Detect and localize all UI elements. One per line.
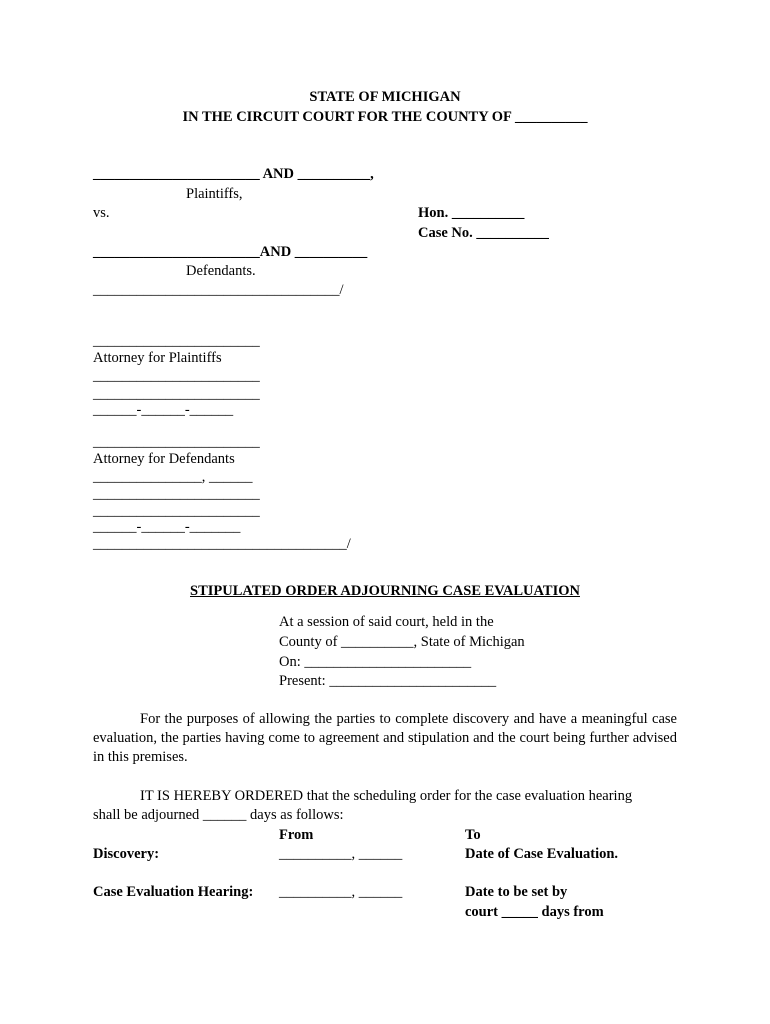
plaintiffs-attorney-label: Attorney for Plaintiffs [93, 350, 222, 366]
to-column-header: To [465, 827, 481, 843]
defendants-attorney-label: Attorney for Defendants [93, 451, 235, 467]
defendants-attorney-name-line: _______________________ [93, 434, 260, 450]
case-number-field: Case No. __________ [418, 225, 549, 241]
versus-label: vs. [93, 205, 110, 221]
session-line-1: At a session of said court, held in the [279, 614, 494, 630]
discovery-from-field: __________, ______ [279, 846, 403, 862]
attorneys-closing-line: ___________________________________/ [93, 536, 351, 552]
court-heading: IN THE CIRCUIT COURT FOR THE COUNTY OF __________ [182, 109, 588, 125]
defendants-label: Defendants. [186, 263, 256, 279]
plaintiffs-attorney-address-line: _______________________ [93, 368, 260, 384]
discovery-row-label: Discovery: [93, 846, 160, 862]
defendants-attorney-address-line: _______________________ [93, 486, 260, 502]
hearing-from-field: __________, ______ [279, 884, 403, 900]
plaintiffs-label: Plaintiffs, [186, 186, 243, 202]
session-line-2: County of __________, State of Michigan [279, 634, 525, 650]
discovery-to-value: Date of Case Evaluation. [465, 846, 619, 862]
plaintiffs-attorney-city-line: _______________________ [93, 386, 260, 402]
state-heading: STATE OF MICHIGAN [309, 89, 461, 105]
hearing-row-label: Case Evaluation Hearing: [93, 884, 254, 900]
hearing-to-line-2: court _____ days from [465, 904, 604, 920]
defendants-attorney-firm-line: _______________, ______ [93, 469, 253, 485]
plaintiffs-attorney-name-line: _______________________ [93, 333, 260, 349]
order-title: STIPULATED ORDER ADJOURNING CASE EVALUATION [190, 583, 580, 599]
order-paragraph-line-1: IT IS HEREBY ORDERED that the scheduling order for the case evaluation hearing [140, 788, 633, 804]
defendants-names-line: _______________________AND __________ [93, 244, 368, 260]
plaintiffs-names-line: _______________________ AND __________, [93, 166, 374, 182]
defendants-attorney-phone-line: ______-______-_______ [93, 519, 241, 535]
session-date-line: On: _______________________ [279, 654, 472, 670]
session-present-line: Present: _______________________ [279, 673, 497, 689]
from-column-header: From [279, 827, 314, 843]
judge-field: Hon. __________ [418, 205, 525, 221]
defendants-attorney-city-line: _______________________ [93, 503, 260, 519]
order-paragraph-line-2: shall be adjourned ______ days as follows: [93, 807, 344, 823]
caption-closing-line: __________________________________/ [93, 282, 344, 298]
purpose-paragraph: For the purposes of allowing the parties to complete discovery and have a meaningful case evaluation, the parties having come to agreement and stipulation and the court being further advised in this premises. [93, 711, 677, 765]
plaintiffs-attorney-phone-line: ______-______-______ [93, 402, 234, 418]
hearing-to-line-1: Date to be set by [465, 884, 568, 900]
